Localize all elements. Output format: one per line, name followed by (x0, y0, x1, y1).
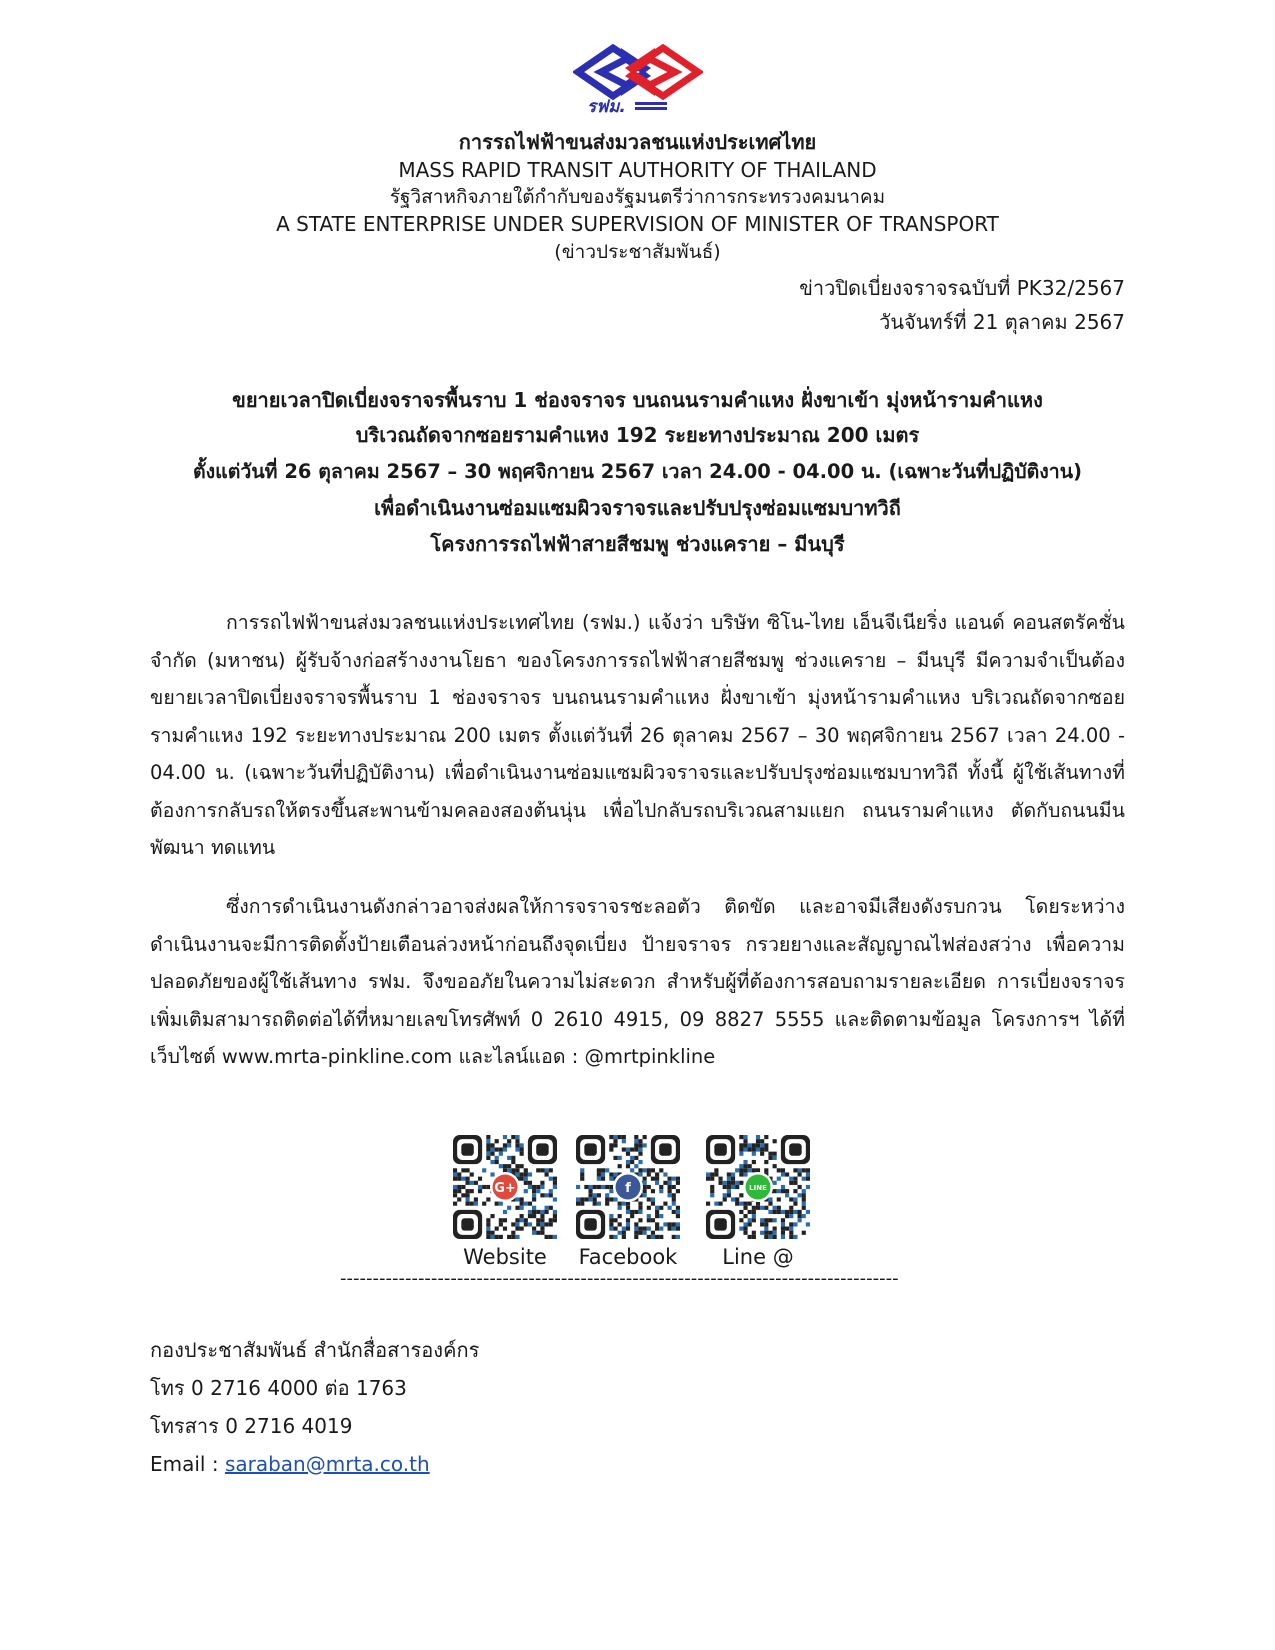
doc-type: (ข่าวประชาสัมพันธ์) (554, 241, 721, 263)
qr-label: Line @ (722, 1245, 794, 1269)
logo-wordmark: รฟม. (587, 97, 626, 116)
qr-label: Website (463, 1245, 547, 1269)
line-icon: LINE (749, 1184, 767, 1192)
body-paragraph-1 (150, 604, 1125, 867)
title-line-5: โครงการรถไฟฟ้าสายสีชมพู ช่วงแคราย – มีนบุรี (430, 532, 845, 556)
qr-code-line[interactable] (706, 1135, 810, 1239)
mrta-logo (573, 44, 703, 116)
body-paragraph-1-text: การรถไฟฟ้าขนส่งมวลชนแห่งประเทศไทย (รฟม.) แจ้งว่า บริษัท ซิโน-ไทย เอ็นจีเนียริ่ง แอนด์ คอนสตรัคชั่น จำกัด (มหาชน) ผู้รับจ้างก่อสร้างงานโยธา ของโครงการรถไฟฟ้าสายสีชมพู ช่วงแคราย – มีนบุรี มีความจำเป็นต้องขยายเวลาปิดเบี่ยงจราจรพื้นราบ 1 ช่องจราจร บนถนนรามคำแหง ฝั่งขาเข้า มุ่งหน้ารามคำแหง บริเวณถัดจากซอยรามคำแหง 192 ระยะทางประมาณ 200 เมตร ตั้งแต่วันที่ 26 ตุลาคม 2567 – 30 พฤศจิกายน 2567 เวลา 24.00 - 04.00 น. (เฉพาะวันที่ปฏิบัติงาน) เพื่อดำเนินงานซ่อมแซมผิวจราจรและปรับปรุงซ่อมแซมบาทวิถี ทั้งนี้ ผู้ใช้เส้นทางที่ต้องการกลับรถให้ตรงขึ้นสะพานข้ามคลองสองต้นนุ่น เพื่อไปกลับรถบริเวณสามแยก ถนนรามคำแหง ตัดกับถนนมีนพัฒนา ทดแทน (150, 611, 1125, 859)
mrta-logo-mark (573, 44, 703, 116)
contact-email-link[interactable]: saraban@mrta.co.th (224, 1452, 430, 1476)
qr-code-facebook[interactable] (576, 1135, 680, 1239)
org-sub-en: A STATE ENTERPRISE UNDER SUPERVISION OF MINISTER OF TRANSPORT (276, 212, 999, 236)
title-line-3: ตั้งแต่วันที่ 26 ตุลาคม 2567 – 30 พฤศจิกายน 2567 เวลา 24.00 - 04.00 น. (เฉพาะวันที่ปฏิบัติงาน) (192, 460, 1082, 483)
qr-code-website[interactable] (453, 1135, 557, 1239)
contact-fax: โทรสาร 0 2716 4019 (150, 1414, 353, 1438)
title-line-4: เพื่อดำเนินงานซ่อมแซมผิวจราจรและปรับปรุงซ่อมแซมบาทวิถี (374, 496, 901, 520)
contact-phone: โทร 0 2716 4000 ต่อ 1763 (150, 1376, 407, 1400)
qr-label: Facebook (578, 1245, 678, 1269)
contact-email-row (150, 1445, 430, 1483)
title-line-1: ขยายเวลาปิดเบี่ยงจราจรพื้นราบ 1 ช่องจราจร บนถนนรามคำแหง ฝั่งขาเข้า มุ่งหน้ารามคำแหง (232, 388, 1043, 412)
org-sub-th: รัฐวิสาหกิจภายใต้กำกับของรัฐมนตรีว่าการกระทรวงคมนาคม (389, 186, 886, 208)
doc-date: วันจันทร์ที่ 21 ตุลาคม 2567 (879, 310, 1125, 334)
body-paragraph-2-text: ซึ่งการดำเนินงานดังกล่าวอาจส่งผลให้การจราจรชะลอตัว ติดขัด และอาจมีเสียงดังรบกวน โดยระหว่าง ดำเนินงานจะมีการติดตั้งป้ายเตือนล่วงหน้าก่อนถึงจุดเบี่ยง ป้ายจราจร กรวยยางและสัญญาณไฟส่องสว่าง เพื่อความปลอดภัยของผู้ใช้เส้นทาง รฟม. จึงขออภัยในความไม่สะดวก สำหรับผู้ที่ต้องการสอบถามรายละเอียด การเบี่ยงจราจรเพิ่มเติมสามารถติดต่อได้ที่หมายเลขโทรศัพท์ 0 2610 4915, 09 8827 5555 และติดตามข้อมูล โครงการฯ ได้ที่เว็บไซต์ www.mrta-pinkline.com และไลน์แอด : @mrtpinkline (150, 895, 1125, 1068)
org-name-th: การรถไฟฟ้าขนส่งมวลชนแห่งประเทศไทย (458, 130, 817, 154)
google-plus-icon: G+ (494, 1181, 516, 1196)
org-name-en: MASS RAPID TRANSIT AUTHORITY OF THAILAND (398, 158, 877, 182)
contact-email-label: Email : (150, 1452, 219, 1476)
facebook-icon: f (625, 1181, 631, 1196)
contact-department: กองประชาสัมพันธ์ สำนักสื่อสารองค์กร (150, 1338, 480, 1362)
doc-number: ข่าวปิดเบี่ยงจราจรฉบับที่ PK32/2567 (799, 276, 1125, 300)
title-line-2: บริเวณถัดจากซอยรามคำแหง 192 ระยะทางประมาณ 200 เมตร (355, 423, 920, 447)
body-paragraph-2 (150, 888, 1125, 1076)
separator-line: -------------------------------------------------------------------------------------- (340, 1268, 899, 1289)
